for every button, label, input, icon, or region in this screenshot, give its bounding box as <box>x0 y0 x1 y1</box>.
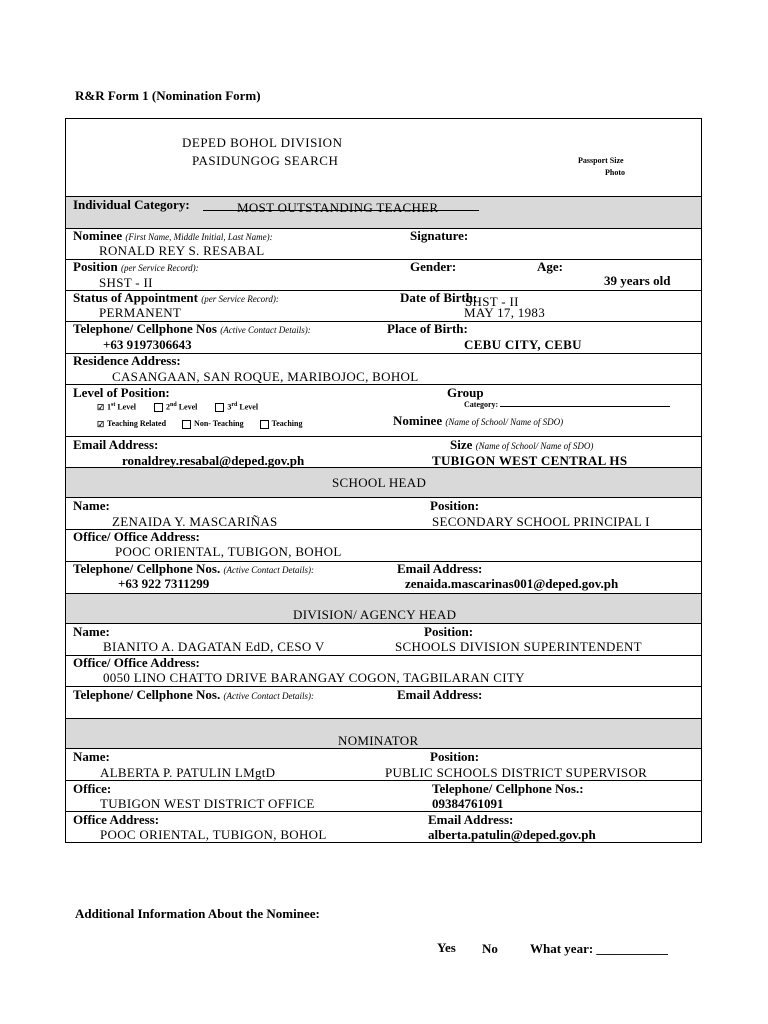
position-label: Position (per Service Record): <box>73 259 199 274</box>
form-title: R&R Form 1 (Nomination Form) <box>75 88 261 103</box>
sh-email-label: Email Address: <box>397 561 483 576</box>
nominator-title: NOMINATOR <box>338 733 419 748</box>
level-options: ☑ 1st Level 2nd Level 3rd Level <box>97 402 259 413</box>
status-value: PERMANENT <box>99 305 182 320</box>
nom-name-value: ALBERTA P. PATULIN LMgtD <box>100 765 276 780</box>
row-divider <box>65 718 702 719</box>
sh-office-value: POOC ORIENTAL, TUBIGON, BOHOL <box>115 544 342 559</box>
phone-value: +63 9197306643 <box>103 337 192 352</box>
nom-email-value: alberta.patulin@deped.gov.ph <box>428 827 596 842</box>
header-division: DEPED BOHOL DIVISION <box>182 135 343 150</box>
nom-position-value: PUBLIC SCHOOLS DISTRICT SUPERVISOR <box>385 765 648 780</box>
nominee-name: RONALD REY S. RESABAL <box>99 243 265 258</box>
nominee-label: Nominee (First Name, Middle Initial, Last Name): <box>73 228 273 243</box>
category-blank: Category: <box>464 400 670 409</box>
row-divider <box>65 436 702 437</box>
level-2-checkbox[interactable] <box>154 403 163 412</box>
phone-label: Telephone/ Cellphone Nos (Active Contact Details): <box>73 321 311 336</box>
nom-office-label: Office: <box>73 781 112 796</box>
dh-office-label: Office/ Office Address: <box>73 655 200 670</box>
pob-label: Place of Birth: <box>387 321 468 336</box>
teaching-checkbox[interactable] <box>260 420 269 429</box>
no-option[interactable]: No <box>482 941 498 956</box>
row-divider <box>65 623 702 624</box>
email-label: Email Address: <box>73 437 159 452</box>
photo-label: Passport Size <box>578 156 624 165</box>
nom-address-label: Office Address: <box>73 812 160 827</box>
sh-office-label: Office/ Office Address: <box>73 529 200 544</box>
residence-label: Residence Address: <box>73 353 181 368</box>
additional-info-title: Additional Information About the Nominee: <box>75 906 320 921</box>
dh-name-value: BIANITO A. DAGATAN EdD, CESO V <box>103 639 325 654</box>
dh-phone-label: Telephone/ Cellphone Nos. (Active Contact Details): <box>73 687 314 702</box>
signature-label: Signature: <box>410 228 469 243</box>
teaching-options: ☑ Teaching Related Non- Teaching Teaching <box>97 419 303 429</box>
dob-overlay: SHST - II <box>465 294 519 309</box>
sh-phone-value: +63 922 7311299 <box>118 576 210 591</box>
dob-label: Date of Birth: <box>400 290 478 305</box>
yes-option[interactable]: Yes <box>437 940 456 955</box>
sh-name-value: ZENAIDA Y. MASCARIÑAS <box>112 514 278 529</box>
category-value: MOST OUTSTANDING TEACHER <box>237 200 439 215</box>
age-value: 39 years old <box>604 273 671 288</box>
position-value: SHST - II <box>99 275 153 290</box>
row-divider <box>65 497 702 498</box>
nom-name-label: Name: <box>73 749 110 764</box>
size-label: Size (Name of School/ Name of SDO) <box>450 437 594 452</box>
division-head-title: DIVISION/ AGENCY HEAD <box>293 607 457 622</box>
status-label: Status of Appointment (per Service Record): <box>73 290 279 305</box>
row-divider <box>65 593 702 594</box>
nom-office-value: TUBIGON WEST DISTRICT OFFICE <box>100 796 315 811</box>
dh-office-value: 0050 LINO CHATTO DRIVE BARANGAY COGON, TAGBILARAN CITY <box>103 670 525 685</box>
sh-name-label: Name: <box>73 498 110 513</box>
dh-position-label: Position: <box>424 624 474 639</box>
category-label: Individual Category: <box>73 197 190 212</box>
dh-email-label: Email Address: <box>397 687 483 702</box>
photo-label-2: Photo <box>605 168 625 177</box>
sh-email-value: zenaida.mascarinas001@deped.gov.ph <box>405 576 619 591</box>
nom-position-label: Position: <box>430 749 480 764</box>
sh-position-value: SECONDARY SCHOOL PRINCIPAL I <box>432 514 650 529</box>
level-3-checkbox[interactable] <box>215 403 224 412</box>
teaching-related-checkbox[interactable]: ☑ <box>97 419 105 429</box>
what-year-field[interactable]: What year: ___________ <box>530 941 668 956</box>
school-value: TUBIGON WEST CENTRAL HS <box>432 453 628 468</box>
email-value: ronaldrey.resabal@deped.gov.ph <box>122 453 305 468</box>
residence-value: CASANGAAN, SAN ROQUE, MARIBOJOC, BOHOL <box>112 369 419 384</box>
pob-value: CEBU CITY, CEBU <box>464 337 582 352</box>
category-field[interactable] <box>500 406 670 407</box>
dob-value: MAY 17, 1983 <box>464 305 546 320</box>
nominee-sdo-label: Nominee (Name of School/ Name of SDO) <box>393 413 564 428</box>
level-1-checkbox[interactable]: ☑ <box>97 403 105 413</box>
header-search: PASIDUNGOG SEARCH <box>192 153 339 168</box>
nom-address-value: POOC ORIENTAL, TUBIGON, BOHOL <box>100 827 327 842</box>
age-label: Age: <box>537 259 563 274</box>
group-label: Group <box>447 385 484 400</box>
sh-phone-label: Telephone/ Cellphone Nos. (Active Contact Details): <box>73 561 314 576</box>
nom-email-label: Email Address: <box>428 812 514 827</box>
nom-phone-label: Telephone/ Cellphone Nos.: <box>432 781 584 796</box>
sh-position-label: Position: <box>430 498 480 513</box>
dh-name-label: Name: <box>73 624 110 639</box>
nom-phone-value: 09384761091 <box>432 796 504 811</box>
gender-label: Gender: <box>410 259 457 274</box>
non-teaching-checkbox[interactable] <box>182 420 191 429</box>
dh-position-value: SCHOOLS DIVISION SUPERINTENDENT <box>395 639 642 654</box>
level-label: Level of Position: <box>73 385 170 400</box>
school-head-title: SCHOOL HEAD <box>332 475 427 490</box>
